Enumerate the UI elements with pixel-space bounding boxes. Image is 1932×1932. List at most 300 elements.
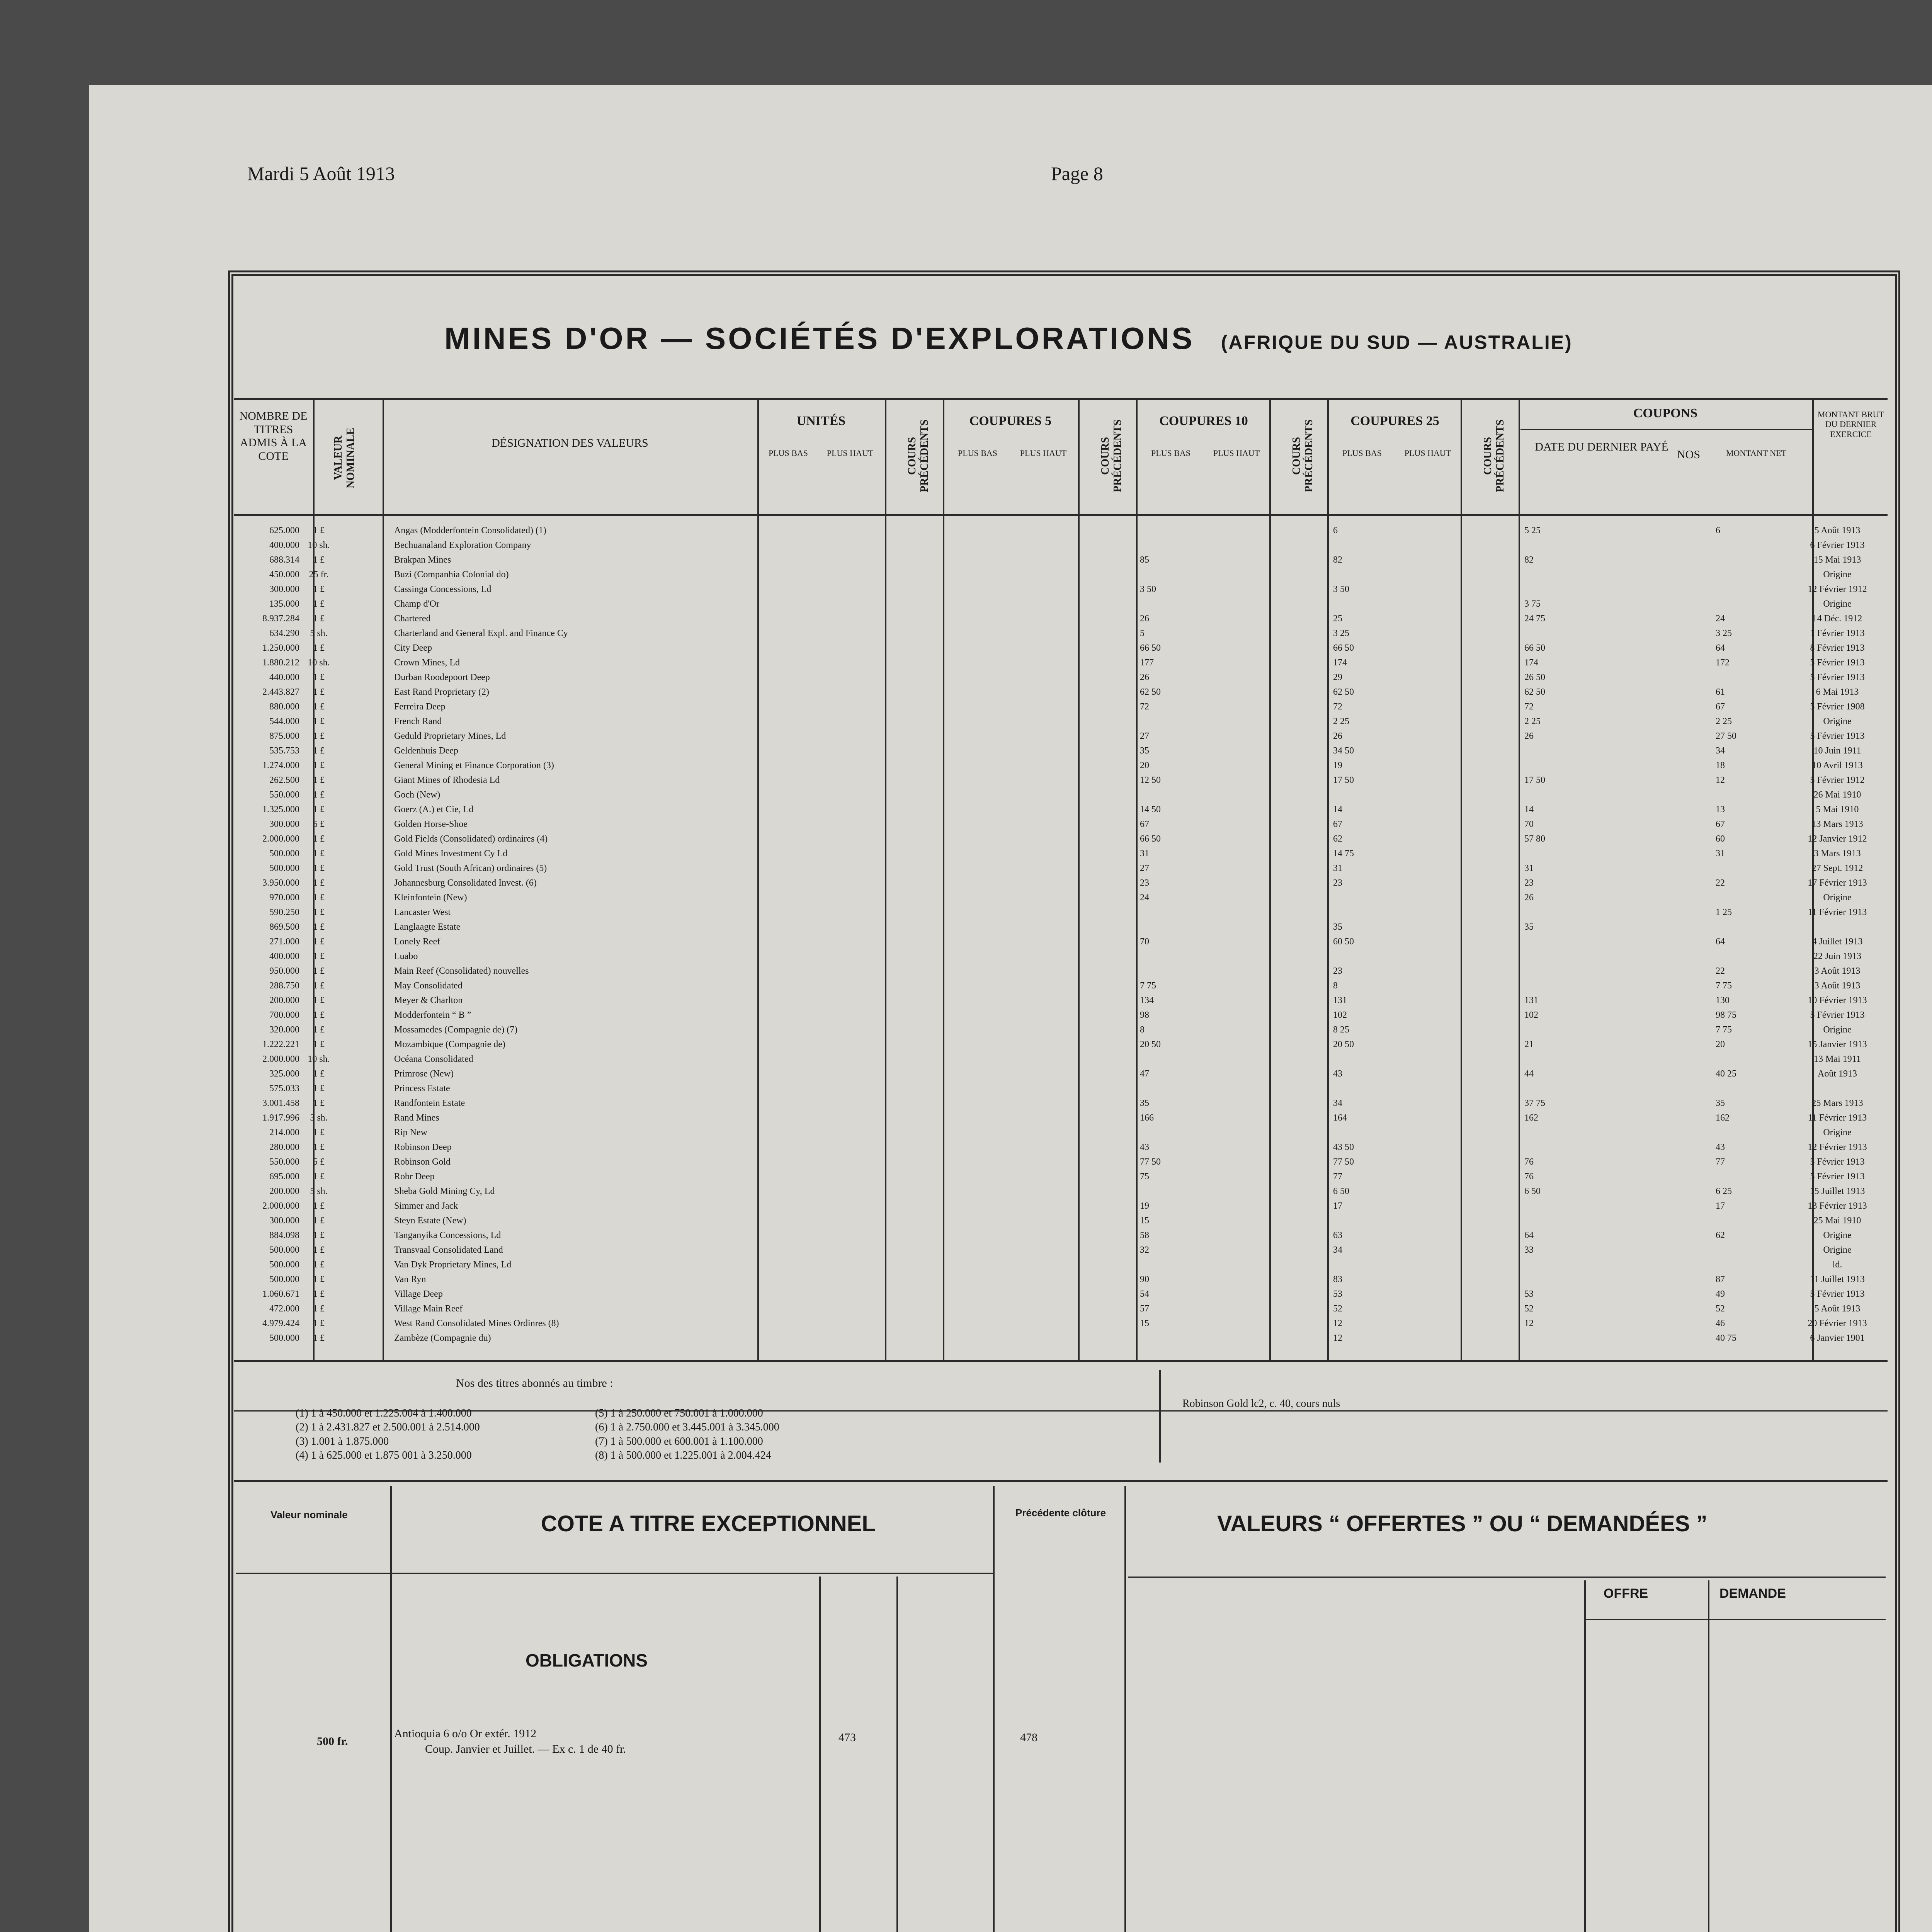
cell-c25: 20 — [1716, 1039, 1725, 1049]
cell-d: Meyer & Charlton — [394, 995, 463, 1005]
col-plus-bas: PLUS BAS — [1151, 448, 1191, 458]
cell-c10: 14 — [1524, 804, 1534, 815]
cell-d: Lonely Reef — [394, 937, 440, 947]
offer-head-rule — [1584, 1619, 1886, 1620]
cell-date: 20 Février 1913 — [1808, 1318, 1867, 1328]
robinson-note: Robinson Gold lc2, c. 40, cours nuls — [1182, 1398, 1340, 1410]
cell-n: 500.000 — [269, 1245, 299, 1255]
cell-no — [1924, 995, 1932, 1006]
cell-n: 300.000 — [269, 819, 299, 829]
cell-c25: 22 — [1716, 878, 1725, 888]
cell-n: 135.000 — [269, 599, 299, 609]
cell-n: 500.000 — [269, 863, 299, 873]
col-divider — [1136, 398, 1138, 1360]
cell-c1: 134 — [1140, 995, 1154, 1005]
cell-v: 1 £ — [313, 1230, 325, 1240]
cell-v: 10 sh. — [308, 540, 330, 550]
cell-n: 575.033 — [269, 1083, 299, 1094]
col-plus-bas: PLUS BAS — [957, 448, 998, 458]
cell-c25: 1 25 — [1716, 907, 1732, 917]
cell-no — [1924, 584, 1932, 595]
cell-no — [1924, 1304, 1932, 1314]
cell-c25: 62 — [1716, 1230, 1725, 1240]
cell-v: 1 £ — [313, 834, 325, 844]
col-cours-prec: COURS PRÉCÉDENTS — [906, 419, 930, 493]
cell-d: Gold Trust (South African) ordinaires (5) — [394, 863, 547, 873]
cell-n: 625.000 — [269, 526, 299, 536]
cell-v: 1 £ — [313, 1128, 325, 1138]
cell-d: Rand Mines — [394, 1113, 439, 1123]
cell-n: 200.000 — [269, 1186, 299, 1196]
obligations-head: OBLIGATIONS — [526, 1650, 648, 1670]
cell-no — [1924, 1333, 1932, 1344]
cell-date: Origine — [1823, 716, 1852, 726]
cell-c5: 3 50 — [1333, 584, 1349, 594]
cell-n: 970.000 — [269, 893, 299, 903]
title-main: MINES D'OR — SOCIÉTÉS D'EXPLORATIONS — [444, 321, 1195, 355]
cell-n: 200.000 — [269, 995, 299, 1005]
cell-c5: 63 — [1333, 1230, 1342, 1240]
cell-c1: 66 50 — [1140, 643, 1161, 653]
cell-c25: 22 — [1716, 966, 1725, 976]
cell-c1: 3 50 — [1140, 584, 1156, 594]
col-plus-haut: PLUS HAUT — [827, 448, 874, 458]
cell-c1: 7 75 — [1140, 981, 1156, 991]
cell-date: 25 Mars 1913 — [1811, 1098, 1863, 1108]
cell-n: 1.274.000 — [262, 760, 299, 770]
cell-n: 472.000 — [269, 1304, 299, 1314]
cell-date: 13 Mai 1911 — [1814, 1054, 1861, 1064]
cell-n: 300.000 — [269, 584, 299, 594]
cell-date: 12 Janvier 1912 — [1808, 834, 1867, 844]
footnote-line: (7) 1 à 500.000 et 600.001 à 1.100.000 — [595, 1435, 763, 1447]
cell-date: 11 Juillet 1913 — [1810, 1274, 1865, 1284]
cell-c25: 6 25 — [1716, 1186, 1732, 1196]
cell-d: Main Reef (Consolidated) nouvelles — [394, 966, 529, 976]
cell-c5: 31 — [1333, 863, 1342, 873]
cell-c10: 62 50 — [1524, 687, 1545, 697]
table-bottom-rule — [234, 1360, 1888, 1362]
cell-v: 1 £ — [313, 760, 325, 770]
cell-c1: 70 — [1140, 937, 1149, 947]
cell-n: 320.000 — [269, 1025, 299, 1035]
cell-v: 1 £ — [313, 614, 325, 624]
cell-c25: 12 — [1716, 775, 1725, 785]
cell-c5: 53 — [1333, 1289, 1342, 1299]
cell-v: 1 £ — [313, 981, 325, 991]
cell-d: Robinson Deep — [394, 1142, 452, 1152]
cell-c25: 64 — [1716, 643, 1725, 653]
cell-n: 500.000 — [269, 1274, 299, 1284]
cell-c10: 26 50 — [1524, 672, 1545, 682]
col-coupons: COUPONS — [1633, 406, 1698, 420]
cell-c5: 77 — [1333, 1172, 1342, 1182]
cell-v: 10 sh. — [308, 658, 330, 668]
cell-c10: 12 — [1524, 1318, 1534, 1328]
exc-title: COTE A TITRE EXCEPTIONNEL — [541, 1511, 876, 1536]
cell-c5: 20 50 — [1333, 1039, 1354, 1049]
col-montant-brut: MONTANT BRUT DU DERNIER EXERCICE — [1817, 410, 1884, 439]
cell-c5: 14 75 — [1333, 849, 1354, 859]
cell-n: 2.443.827 — [262, 687, 299, 697]
cell-no — [1924, 731, 1932, 742]
cell-no — [1924, 628, 1932, 639]
cell-no — [1924, 1172, 1932, 1182]
cell-v: 1 £ — [313, 1216, 325, 1226]
cell-d: Mossamedes (Compagnie de) (7) — [394, 1025, 518, 1035]
cell-c25: 18 — [1716, 760, 1725, 770]
cell-v: 1 £ — [313, 966, 325, 976]
cell-v: 1 £ — [313, 1142, 325, 1152]
cell-c1: 90 — [1140, 1274, 1149, 1284]
cell-d: Angas (Modderfontein Consolidated) (1) — [394, 526, 546, 536]
cell-v: 1 £ — [313, 951, 325, 961]
cell-c1: 15 — [1140, 1318, 1149, 1328]
cell-c10: 5 25 — [1524, 526, 1541, 536]
cell-n: 950.000 — [269, 966, 299, 976]
exc-rule — [236, 1573, 993, 1574]
cell-v: 1 £ — [313, 599, 325, 609]
cell-date: Origine — [1823, 1025, 1852, 1035]
cell-c10: 35 — [1524, 922, 1534, 932]
cell-c5: 43 50 — [1333, 1142, 1354, 1152]
cell-no — [1924, 1216, 1932, 1226]
cell-no — [1924, 658, 1932, 668]
cell-v: 1 £ — [313, 775, 325, 785]
cell-d: Buzi (Companhia Colonial do) — [394, 570, 509, 580]
cell-v: 3 sh. — [310, 1113, 328, 1123]
cell-v: 5 £ — [313, 1157, 325, 1167]
cell-date: 8 Février 1913 — [1810, 643, 1865, 653]
cell-n: 1.917.996 — [262, 1113, 299, 1123]
cell-d: Cassinga Concessions, Ld — [394, 584, 492, 594]
footnote-line: (1) 1 à 450.000 et 1.225.004 à 1.400.000 — [296, 1407, 472, 1419]
cell-no — [1924, 834, 1932, 844]
cell-c25: 7 75 — [1716, 1025, 1732, 1035]
footnote-line: (3) 1.001 à 1.875.000 — [296, 1435, 389, 1447]
cell-c1: 20 — [1140, 760, 1149, 770]
cell-n: 535.753 — [269, 746, 299, 756]
col-plus-haut: PLUS HAUT — [1213, 448, 1260, 458]
cell-c5: 43 — [1333, 1069, 1342, 1079]
cell-d: Océana Consolidated — [394, 1054, 473, 1064]
cell-no — [1924, 937, 1932, 947]
cell-c10: 6 50 — [1524, 1186, 1541, 1196]
cell-v: 1 £ — [313, 1069, 325, 1079]
col-divider — [383, 398, 384, 1360]
cell-n: 1.325.000 — [262, 804, 299, 815]
cell-c1: 15 — [1140, 1216, 1149, 1226]
cell-date: 5 Février 1908 — [1810, 702, 1865, 712]
cell-n: 325.000 — [269, 1069, 299, 1079]
cell-c5: 19 — [1333, 760, 1342, 770]
cell-no — [1924, 775, 1932, 786]
offer-title: VALEURS “ OFFERTES ” OU “ DEMANDÉES ” — [1217, 1511, 1708, 1536]
cell-c5: 26 — [1333, 731, 1342, 741]
cell-c1: 62 50 — [1140, 687, 1161, 697]
cell-n: 400.000 — [269, 540, 299, 550]
cell-date: Origine — [1823, 570, 1852, 580]
cell-v: 1 £ — [313, 893, 325, 903]
cell-d: Goch (New) — [394, 790, 440, 800]
cell-n: 700.000 — [269, 1010, 299, 1020]
cell-date: 22 Juin 1913 — [1813, 951, 1861, 961]
cell-v: 1 £ — [313, 922, 325, 932]
cell-d: May Consolidated — [394, 981, 463, 991]
cell-d: Village Deep — [394, 1289, 443, 1299]
cell-no — [1924, 907, 1932, 918]
page-title — [444, 321, 1573, 356]
cell-v: 1 £ — [313, 584, 325, 594]
cell-n: 2.000.000 — [262, 834, 299, 844]
cell-n: 688.314 — [269, 555, 299, 565]
cell-date: Août 1913 — [1818, 1069, 1857, 1079]
cell-d: Sheba Gold Mining Cy, Ld — [394, 1186, 495, 1196]
cell-d: Steyn Estate (New) — [394, 1216, 466, 1226]
col-plus-bas: PLUS BAS — [768, 448, 808, 458]
cell-c1: 166 — [1140, 1113, 1154, 1123]
cell-date: 6 Mai 1913 — [1816, 687, 1859, 697]
cell-v: 1 £ — [313, 1289, 325, 1299]
cell-c5: 174 — [1333, 658, 1347, 668]
col-divider — [1519, 398, 1520, 1360]
footnote-right — [595, 1406, 779, 1463]
cell-no — [1924, 1201, 1932, 1211]
cell-v: 1 £ — [313, 1010, 325, 1020]
header-page: Page 8 — [1051, 163, 1103, 184]
cell-c1: 5 — [1140, 628, 1145, 638]
cell-c25: 17 — [1716, 1201, 1725, 1211]
cell-c10: 82 — [1524, 555, 1534, 565]
cell-c5: 82 — [1333, 555, 1342, 565]
cell-d: Chartered — [394, 614, 431, 624]
cell-c1: 31 — [1140, 849, 1149, 859]
cell-c5: 62 — [1333, 834, 1342, 844]
cell-date: 27 Sept. 1912 — [1811, 863, 1863, 873]
cell-c1: 14 50 — [1140, 804, 1161, 815]
offer-divider — [1708, 1580, 1709, 1932]
cell-no — [1924, 966, 1932, 976]
cell-c5: 66 50 — [1333, 643, 1354, 653]
cell-date: 4 Juillet 1913 — [1812, 937, 1863, 947]
cell-c1: 32 — [1140, 1245, 1149, 1255]
cell-n: 869.500 — [269, 922, 299, 932]
cell-date: 3 Août 1913 — [1814, 981, 1861, 991]
cell-d: Luabo — [394, 951, 418, 961]
cell-v: 1 £ — [313, 672, 325, 682]
cell-v: 25 fr. — [309, 570, 329, 580]
cell-date: 10 Avril 1913 — [1812, 760, 1863, 770]
cell-d: Ferreira Deep — [394, 702, 446, 712]
cell-v: 1 £ — [313, 731, 325, 741]
cell-n: 280.000 — [269, 1142, 299, 1152]
footnote-line: (8) 1 à 500.000 et 1.225.001 à 2.004.424 — [595, 1449, 771, 1462]
cell-n: 3.950.000 — [262, 878, 299, 888]
cell-n: 2.000.000 — [262, 1201, 299, 1211]
cell-c1: 12 50 — [1140, 775, 1161, 785]
cell-n: 300.000 — [269, 1216, 299, 1226]
cell-date: 15 Janvier 1913 — [1808, 1039, 1867, 1049]
cell-d: Gold Mines Investment Cy Ld — [394, 849, 508, 859]
cell-c25: 27 50 — [1716, 731, 1736, 741]
cell-d: Village Main Reef — [394, 1304, 463, 1314]
cell-c5: 12 — [1333, 1318, 1342, 1328]
col-montant: MONTANT NET — [1726, 448, 1787, 458]
cell-c1: 43 — [1140, 1142, 1149, 1152]
cell-c1: 98 — [1140, 1010, 1149, 1020]
cell-c25: 43 — [1716, 1142, 1725, 1152]
title-sub: (AFRIQUE DU SUD — AUSTRALIE) — [1221, 332, 1573, 353]
cell-c1: 85 — [1140, 555, 1149, 565]
cell-n: 400.000 — [269, 951, 299, 961]
cell-v: 1 £ — [313, 1318, 325, 1328]
cell-d: General Mining et Finance Corporation (3) — [394, 760, 554, 770]
cell-date: 15 Mai 1913 — [1813, 555, 1861, 565]
cell-n: 500.000 — [269, 849, 299, 859]
cell-c5: 83 — [1333, 1274, 1342, 1284]
cell-n: 550.000 — [269, 790, 299, 800]
cell-c5: 102 — [1333, 1010, 1347, 1020]
cell-n: 2.000.000 — [262, 1054, 299, 1064]
cell-c25: 35 — [1716, 1098, 1725, 1108]
offer-divider — [1584, 1580, 1586, 1932]
cell-n: 634.290 — [269, 628, 299, 638]
cell-d: Langlaagte Estate — [394, 922, 461, 932]
cell-n: 1.060.671 — [262, 1289, 299, 1299]
cell-c5: 34 — [1333, 1098, 1342, 1108]
cell-c10: 3 75 — [1524, 599, 1541, 609]
cell-c1: 8 — [1140, 1025, 1145, 1035]
cell-date: 5 Février 1913 — [1810, 1289, 1865, 1299]
cell-d: Modderfontein “ B ” — [394, 1010, 471, 1020]
cell-c10: 102 — [1524, 1010, 1538, 1020]
cell-d: Transvaal Consolidated Land — [394, 1245, 503, 1255]
exc-cours: 473 — [838, 1731, 856, 1744]
col-divider — [1269, 398, 1271, 1360]
cell-d: Robr Deep — [394, 1172, 435, 1182]
col-nombre: NOMBRE DE TITRES ADMIS À LA COTE — [239, 410, 308, 463]
cell-d: Tanganyika Concessions, Ld — [394, 1230, 501, 1240]
footnote-line: (2) 1 à 2.431.827 et 2.500.001 à 2.514.000 — [296, 1421, 480, 1434]
cell-no — [1924, 849, 1932, 859]
cell-c1: 57 — [1140, 1304, 1149, 1314]
cell-v: 1 £ — [313, 702, 325, 712]
cell-n: 544.000 — [269, 716, 299, 726]
cell-n: 440.000 — [269, 672, 299, 682]
cell-date: 12 Février 1913 — [1808, 1142, 1867, 1152]
cell-c5: 34 50 — [1333, 746, 1354, 756]
section-rule — [234, 1480, 1888, 1482]
cell-c25: 64 — [1716, 937, 1725, 947]
cell-date: ld. — [1832, 1260, 1842, 1270]
exc-divider — [896, 1577, 898, 1932]
cell-c10: 57 80 — [1524, 834, 1545, 844]
cell-n: 1.250.000 — [262, 643, 299, 653]
header-date: Mardi 5 Août 1913 — [247, 163, 395, 184]
cell-n: 4.979.424 — [262, 1318, 299, 1328]
exc-divider — [993, 1486, 995, 1932]
cell-no — [1924, 555, 1932, 565]
cell-c5: 6 50 — [1333, 1186, 1349, 1196]
cell-c5: 77 50 — [1333, 1157, 1354, 1167]
col-plus-haut: PLUS HAUT — [1020, 448, 1067, 458]
cell-n: 214.000 — [269, 1128, 299, 1138]
cell-no — [1924, 687, 1932, 697]
cell-c1: 47 — [1140, 1069, 1149, 1079]
cell-c5: 23 — [1333, 878, 1342, 888]
cell-date: 3 Mars 1913 — [1814, 849, 1861, 859]
cell-c25: 130 — [1716, 995, 1730, 1005]
cell-n: 500.000 — [269, 1260, 299, 1270]
cell-date: 1 Février 1913 — [1810, 628, 1865, 638]
cell-c10: 23 — [1524, 878, 1534, 888]
exc-line2: Coup. Janvier et Juillet. — Ex c. 1 de 40 fr. — [425, 1743, 626, 1755]
cell-c25: 98 75 — [1716, 1010, 1736, 1020]
cell-date: 5 Février 1913 — [1810, 672, 1865, 682]
cell-c5: 62 50 — [1333, 687, 1354, 697]
cell-v: 5 sh. — [310, 1186, 328, 1196]
cell-v: 1 £ — [313, 863, 325, 873]
cell-c5: 17 — [1333, 1201, 1342, 1211]
exc-divider — [819, 1577, 821, 1932]
cell-no — [1924, 1113, 1932, 1123]
cell-date: 26 Mai 1910 — [1813, 790, 1861, 800]
cell-n: 3.001.458 — [262, 1098, 299, 1108]
cell-c1: 19 — [1140, 1201, 1149, 1211]
cell-c25: 40 25 — [1716, 1069, 1736, 1079]
cell-c25: 24 — [1716, 614, 1725, 624]
cell-c10: 174 — [1524, 658, 1538, 668]
col-divider — [1461, 398, 1462, 1360]
cell-c10: 72 — [1524, 702, 1534, 712]
cell-d: West Rand Consolidated Mines Ordinres (8) — [394, 1318, 559, 1328]
cell-v: 1 £ — [313, 1201, 325, 1211]
cell-c10: 53 — [1524, 1289, 1534, 1299]
cell-c25: 34 — [1716, 746, 1725, 756]
cell-n: 590.250 — [269, 907, 299, 917]
cell-c25: 60 — [1716, 834, 1725, 844]
cell-no — [1924, 878, 1932, 888]
cell-c10: 162 — [1524, 1113, 1538, 1123]
exc-valeur: 500 fr. — [317, 1735, 348, 1748]
cell-c10: 131 — [1524, 995, 1538, 1005]
cell-date: 13 Février 1913 — [1808, 1201, 1867, 1211]
cell-d: City Deep — [394, 643, 432, 653]
col-unites: UNITÉS — [796, 414, 846, 428]
footnote-divider — [1159, 1370, 1161, 1463]
cell-c25: 61 — [1716, 687, 1725, 697]
cell-d: Van Ryn — [394, 1274, 426, 1284]
cell-v: 1 £ — [313, 643, 325, 653]
cell-v: 1 £ — [313, 1039, 325, 1049]
cell-c1: 75 — [1140, 1172, 1149, 1182]
cell-d: Giant Mines of Rhodesia Ld — [394, 775, 500, 785]
cell-v: 1 £ — [313, 1260, 325, 1270]
cell-date: 25 Mai 1910 — [1813, 1216, 1861, 1226]
col-plus-bas: PLUS BAS — [1342, 448, 1382, 458]
cell-v: 5 £ — [313, 819, 325, 829]
cell-d: Champ d'Or — [394, 599, 439, 609]
cell-c1: 20 50 — [1140, 1039, 1161, 1049]
exc-divider — [1124, 1486, 1126, 1932]
col-no: NOS — [1677, 448, 1700, 461]
cell-c5: 17 50 — [1333, 775, 1354, 785]
cell-date: 6 Février 1913 — [1810, 540, 1865, 550]
cell-date: 5 Février 1913 — [1810, 658, 1865, 668]
cell-d: Princess Estate — [394, 1083, 450, 1094]
cell-d: Simmer and Jack — [394, 1201, 458, 1211]
cell-no — [1924, 1157, 1932, 1167]
